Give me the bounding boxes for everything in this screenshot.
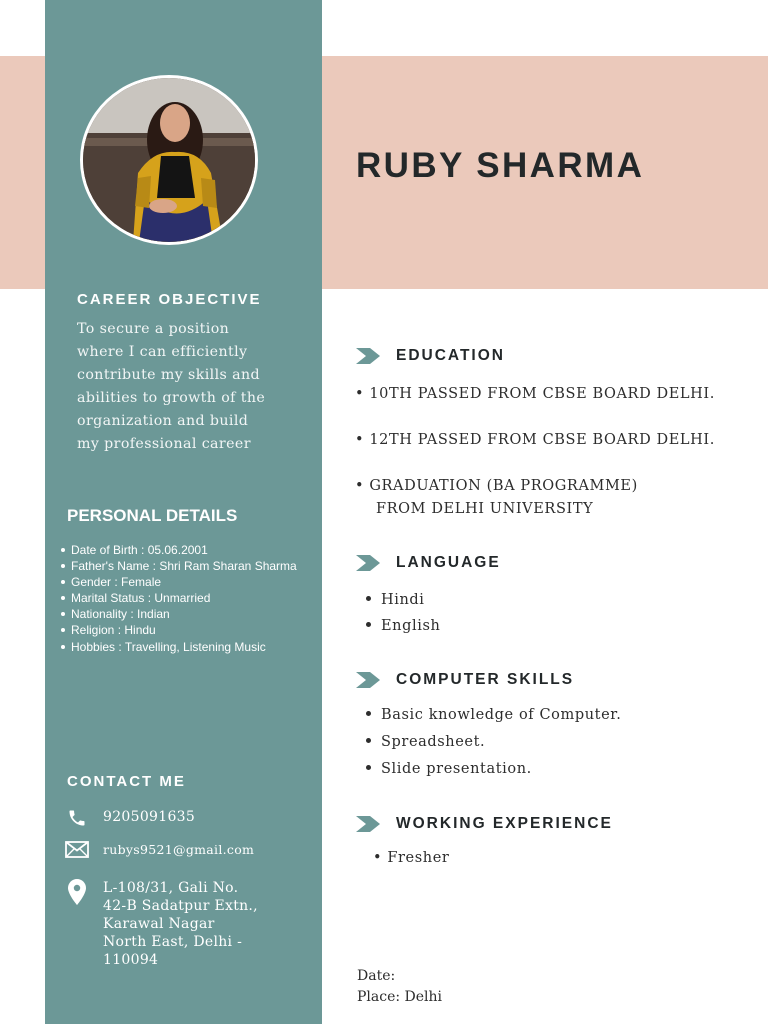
working-experience-heading: WORKING EXPERIENCE: [356, 814, 613, 834]
contact-email: [65, 841, 254, 863]
phone-number: 9205091635: [103, 809, 196, 825]
place-label: Place: Delhi: [357, 989, 443, 1005]
personal-details-heading: PERSONAL DETAILS: [67, 506, 238, 525]
phone-icon: [65, 808, 89, 830]
chevron-right-icon: [356, 346, 380, 366]
chevron-right-icon: [356, 553, 380, 573]
email-address: rubys9521@gmail.com: [103, 842, 255, 857]
list-item: Marital Status : Unmarried: [71, 590, 321, 606]
language-list: [364, 587, 440, 639]
map-pin-icon: [65, 879, 89, 901]
contact-phone: [65, 808, 195, 830]
education-item-continued: FROM DELHI UNIVERSITY: [376, 501, 594, 517]
profile-photo-icon: [83, 78, 255, 242]
sidebar: [45, 0, 322, 1024]
list-item: Gender : Female: [71, 574, 321, 590]
education-heading: EDUCATION: [356, 346, 505, 366]
education-item: • 12TH PASSED FROM CBSE BOARD DELHI.: [355, 432, 715, 448]
personal-details-list: [71, 542, 321, 655]
list-item: Hindi: [364, 587, 440, 613]
list-item: Hobbies : Travelling, Listening Music: [71, 639, 321, 655]
profile-photo: [80, 75, 258, 245]
chevron-right-icon: [356, 814, 380, 834]
envelope-icon: [65, 841, 89, 863]
candidate-name: RUBY SHARMA: [356, 146, 645, 185]
list-item: Date of Birth : 05.06.2001: [71, 542, 321, 558]
experience-item: • Fresher: [373, 850, 450, 866]
chevron-right-icon: [356, 670, 380, 690]
list-item: Religion : Hindu: [71, 622, 321, 638]
list-item: Slide presentation.: [364, 756, 621, 783]
career-objective-heading: CAREER OBJECTIVE: [77, 291, 262, 308]
list-item: Nationality : Indian: [71, 606, 321, 622]
education-item: • 10TH PASSED FROM CBSE BOARD DELHI.: [355, 386, 715, 402]
language-heading: LANGUAGE: [356, 553, 501, 573]
contact-heading: CONTACT ME: [67, 773, 186, 790]
career-objective-text: To secure a position where I can efficiently contribute my skills and abilities to growth of the organization and build my professional career: [77, 321, 266, 452]
address-text: L-108/31, Gali No. 42-B Sadatpur Extn., Karawal Nagar North East, Delhi - 110094: [103, 880, 258, 968]
contact-address: [65, 879, 258, 969]
computer-skills-heading: COMPUTER SKILLS: [356, 670, 574, 690]
education-item: • GRADUATION (BA PROGRAMME): [355, 478, 638, 494]
list-item: Father's Name : Shri Ram Sharan Sharma: [71, 558, 321, 574]
list-item: Spreadsheet.: [364, 729, 621, 756]
computer-skills-list: [364, 702, 621, 783]
list-item: Basic knowledge of Computer.: [364, 702, 621, 729]
date-label: Date:: [357, 968, 396, 984]
list-item: English: [364, 613, 440, 639]
